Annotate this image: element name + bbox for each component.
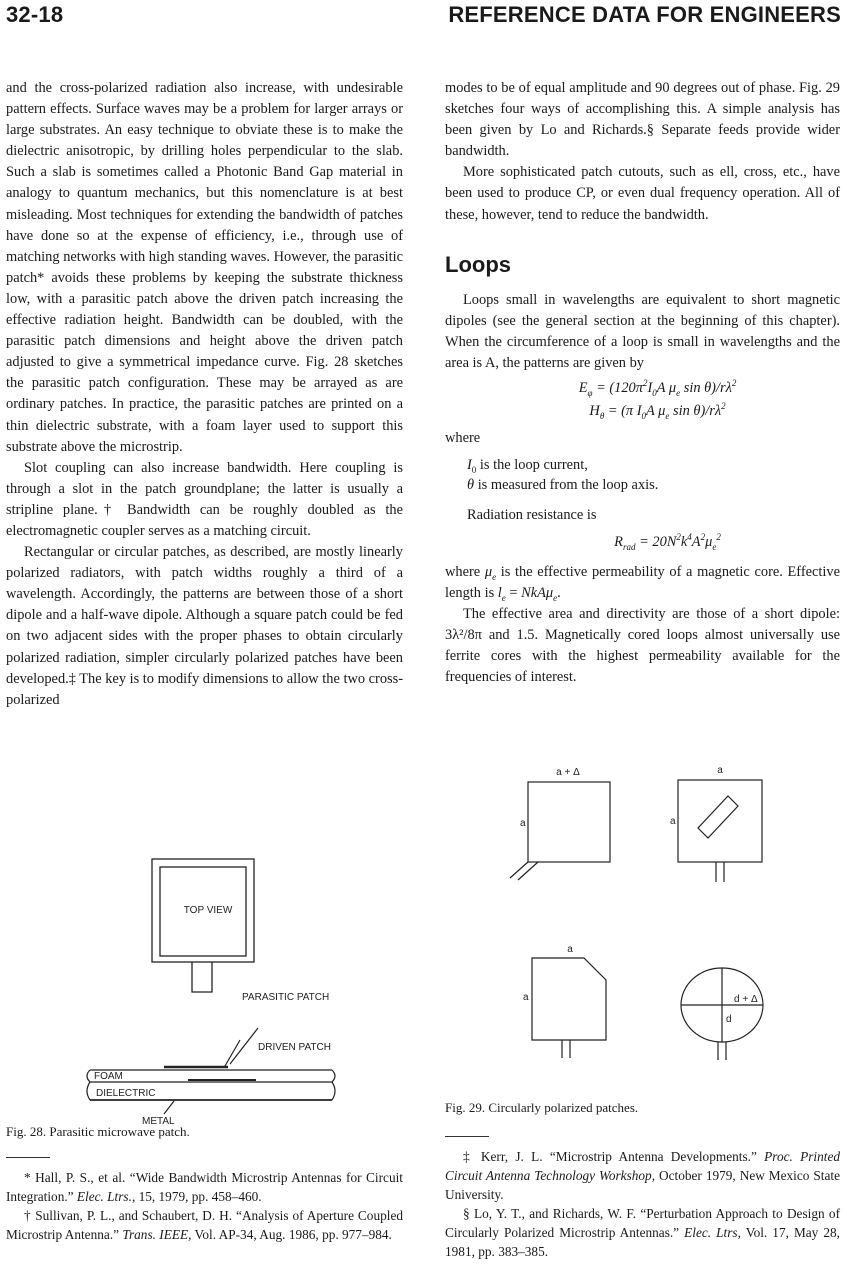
equation-h-theta: $H_\theta = (\pi$ $I_0A$ $\mu_e$ $\sin \theta)/r\lambda^2$	[589, 401, 726, 421]
footnote: § Lo, Y. T., and Richards, W. F. “Perturbation Approach to Design of Circularly Polarized Microstrip Antennas.” Elec. Ltrs, Vol. 17, May 28, 1981, pp. 383–385.	[445, 1206, 840, 1259]
label-a: a	[520, 818, 526, 829]
right-column	[445, 78, 840, 688]
label-d-plus-delta: d + Δ	[734, 994, 758, 1005]
label-a: a	[670, 816, 676, 827]
label-a: a	[567, 944, 573, 955]
page-number: 32-18	[6, 2, 64, 27]
dielectric-label: DIELECTRIC	[96, 1088, 156, 1099]
label-a-plus-delta: a + Δ	[556, 767, 580, 778]
top-view-label: TOP VIEW	[183, 905, 233, 916]
foam-label: FOAM	[94, 1071, 123, 1082]
footnote: † Sullivan, P. L., and Schaubert, D. H. “Analysis of Aperture Coupled Microstrip Antenna.” Trans. IEEE, Vol. AP-34, Aug. 1986, pp. 977–984.	[6, 1208, 403, 1242]
running-title: REFERENCE DATA FOR ENGINEERS	[448, 2, 841, 27]
body-paragraph: and the cross-polarized radiation also increase, with undesirable pattern effects. Surface waves may be a problem for larger arrays or large substrates. An easy technique to obviate these is to make the dielectric anisotropic, by drilling holes perpendicular to the slab. Such a slab is sometimes called a Photonic Band Gap material in analogy to quantum mechanics, but this nomenclature is at best misleading. Most techniques for extending the bandwidth of patches have done so at the expense of efficiency, i.e., through use of matching networks with high standing waves. However, the parasitic patch* avoids these problems by keeping the substrate thickness low, with a parasitic patch above the driven patch increasing the effective radiation height. Bandwidth can be doubled, with the parasitic patch dimensions and height above the driven patch adjusted to give a symmetrical impedance curve. Fig. 28 sketches the parasitic patch configuration. These may be arrayed as are ordinary patches. In practice, the parasitic patches are printed on a thin dielectric substrate, with a foam layer used to support this substrate above the microstrip.	[6, 80, 403, 455]
foam-right-break	[332, 1070, 335, 1082]
dielectric-left-break	[87, 1082, 90, 1100]
footnotes-right	[445, 1147, 840, 1261]
equation-e-phi: $E_\varphi = (120\pi^2I_0A$ $\mu_e$ $\sin \theta)/r\lambda^2$	[578, 378, 737, 398]
footnote-rule	[445, 1136, 489, 1137]
figure-29-caption: Fig. 29. Circularly polarized patches.	[445, 1100, 639, 1115]
section-heading-loops: Loops	[445, 251, 511, 277]
foam-left-break	[87, 1070, 90, 1082]
figure-28-caption: Fig. 28. Parasitic microwave patch.	[6, 1124, 190, 1139]
driven-leader-line	[225, 1040, 240, 1066]
figure-28-diagram	[80, 855, 350, 1015]
left-column	[6, 78, 403, 711]
label-a: a	[717, 765, 723, 776]
feed-diag-2	[518, 862, 538, 880]
footnote: ‡ Kerr, J. L. “Microstrip Antenna Developments.” Proc. Printed Circuit Antenna Technology Workshop, October 1979, New Mexico State University.	[445, 1149, 840, 1202]
parasitic-leader-line	[230, 1028, 258, 1064]
where-label: where	[445, 430, 481, 447]
definition-theta: θ is measured from the loop axis.	[467, 477, 659, 494]
figure-28-section	[80, 1010, 350, 1130]
body-paragraph: More sophisticated patch cutouts, such as ell, cross, etc., have been used to produce CP, or even dual frequency operation. All of these, however, tend to reduce the bandwidth.	[445, 164, 840, 223]
footnote-rule	[6, 1157, 50, 1158]
dielectric-right-break	[332, 1082, 335, 1100]
body-paragraph: Loops small in wavelengths are equivalent to short magnetic dipoles (see the general section at the beginning of this chapter). When the circumference of a loop is small in wavelengths and the area is A, the patterns are given by	[445, 291, 840, 371]
body-paragraph: modes to be of equal amplitude and 90 degrees out of phase. Fig. 29 sketches four ways of accomplishing this. A simple analysis has been given by Lo and Richards.§ Separate feeds provide wider bandwidth.	[445, 80, 840, 160]
diagonal-slot	[698, 796, 738, 838]
figure-29-diagram	[490, 760, 820, 1070]
body-paragraph: where $\mu_e$ is the effective permeability of a magnetic core. Effective length is $l_e = NkA\mu_e$.	[445, 563, 840, 603]
feed-line	[192, 962, 212, 992]
body-paragraph: Slot coupling can also increase bandwidth. Here coupling is through a slot in the patch groundplane; the latter is usually a stripline plane.† Bandwidth can be roughly doubled as the electromagnetic coupler serves as a matching circuit.	[6, 459, 403, 539]
definition-list	[445, 455, 840, 495]
footnotes-left	[6, 1168, 403, 1244]
label-a: a	[523, 992, 529, 1003]
body-paragraph: Rectangular or circular patches, as described, are mostly linearly polarized radiators, with patch widths roughly a third of a wavelength. Accordingly, the patterns are between those of a short dipole and a half-wave dipole. Although a square patch could be fed on two adjacent sides with the proper phases to obtain circularly polarized radiation, simpler circularly polarized patches have been developed.‡ The key is to modify dimensions to allow the two cross-polarized	[6, 544, 404, 708]
patch-square-slot	[678, 780, 762, 862]
metal-leader-line	[164, 1101, 174, 1114]
patch-truncated-corner	[532, 958, 606, 1040]
label-d: d	[726, 1014, 732, 1025]
parasitic-patch-label: PARASITIC PATCH	[242, 992, 330, 1003]
body-paragraph: The effective area and directivity are those of a short dipole: 3λ²/8π and 1.5. Magnetically cored loops almost universally use ferrite cores with the highest permeability available for the frequencies of interest.	[445, 605, 840, 685]
metal-label: METAL	[142, 1116, 175, 1127]
footnote: * Hall, P. S., et al. “Wide Bandwidth Microstrip Antennas for Circuit Integration.” Elec. Ltrs., 15, 1979, pp. 458–460.	[6, 1170, 403, 1204]
definition-current: $I_0$ is the loop current,	[467, 457, 588, 476]
radiation-resistance-label: Radiation resistance is	[467, 507, 597, 524]
equation-r-rad: $R_{rad} = 20N^2k^4A^2\mu_e^2$	[614, 532, 721, 553]
driven-patch-label: DRIVEN PATCH	[258, 1042, 331, 1053]
patch-rect-a-plus-delta	[528, 782, 610, 862]
feed-diag-1	[510, 862, 528, 878]
